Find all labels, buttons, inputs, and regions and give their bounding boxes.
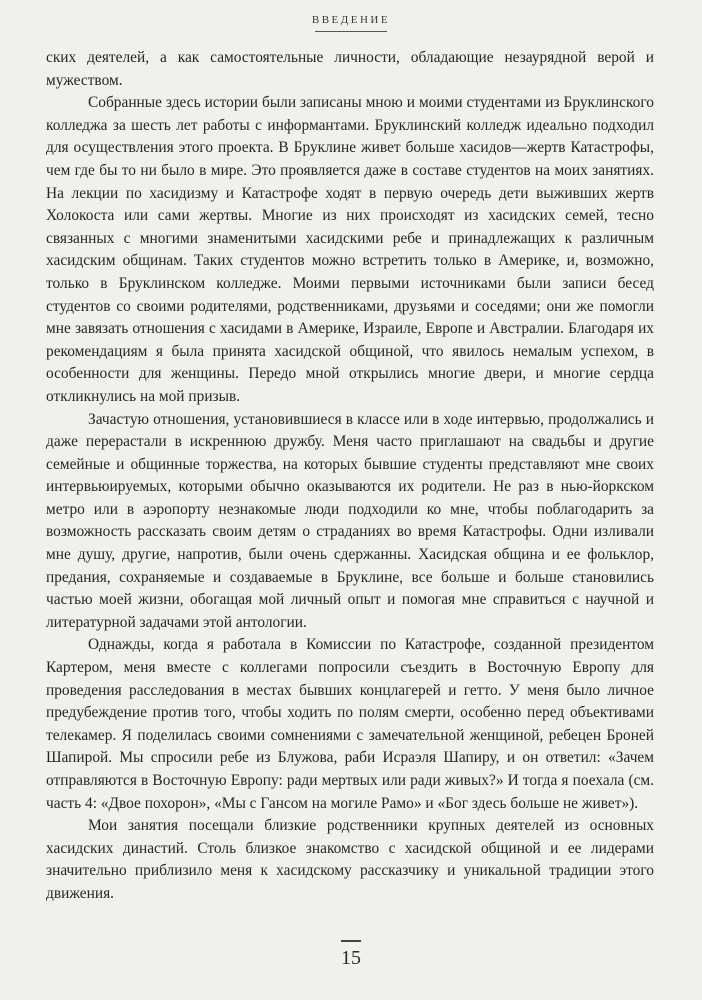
- paragraph-brooklyn-college: Собранные здесь истории были записаны мною и моими студентами из Бруклинского колледжа за шесть лет работы с информантами. Бруклинский колледж идеально подходил для осуществления этого проекта. В Бруклине живет больше хасидов—жертв Катастрофы, чем где бы то ни было в мире. Это проявляется даже в составе студентов на моих занятиях. На лекции по хасидизму и Катастрофе ходят в первую очередь дети выживших жертв Холокоста или сами жертвы. Многие из них происходят из хасидских семей, тесно связанных с многими знаменитыми хасидскими ребе и принадлежащих к различным хасидским общинам. Таких студентов можно встретить только в Америке, и, возможно, только в Бруклинском колледже. Моими первыми источниками были записи бесед студентов со своими родителями, родственниками, друзьями и соседями; они же помогли мне завязать отношения с хасидами в Америке, Израиле, Европе и Австралии. Благодаря их рекомендациям я была принята хасидской общиной, что явилось немалым успехом, в особенности для женщины. Передо мной открылись многие двери, и многие сердца откликнулись на мой призыв.: [46, 94, 654, 405]
- paragraph-friendships: Зачастую отношения, установившиеся в классе или в ходе интервью, продолжались и даже перерастали в искреннюю дружбу. Меня часто приглашают на свадьбы и другие семейные и общинные торжества, на которых бывшие студенты представляют мне своих интервьюируемых, которыми обычно оказываются их родители. Не раз в нью-йоркском метро или в аэропорту незнакомые люди подходили ко мне, чтобы поблагодарить за возможность рассказать своим детям о страданиях во время Катастрофы. Одни изливали мне душу, другие, напротив, были очень сдержанны. Хасидская община и ее фольклор, предания, сохраняемые и создаваемые в Бруклине, все больше и больше становились частью моей жизни, обогащая мой личный опыт и помогая мне справиться с научной и литературной задачами этой антологии.: [46, 410, 654, 631]
- folio: [0, 940, 702, 970]
- paragraph-commission: Однажды, когда я работала в Комиссии по Катастрофе, созданной президентом Картером, меня вместе с коллегами попросили съездить в Восточную Европу для проведения расследования в местах бывших концлагерей и гетто. У меня было личное предубеждение против того, чтобы ходить по полям смерти, особенно перед объективами телекамер. Я поделилась своими сомнениями с замечательной женщиной, ребецен Броней Шапирой. Мы спросили ребе из Блужова, раби Исраэля Шапиру, и он ответил: «Зачем отправляются в Восточную Европу: ради мертвых или ради живых?» И тогда я поехала (см. часть 4: «Двое похорон», «Мы с Гансом на могиле Рамо» и «Бог здесь больше не живет»).: [46, 636, 654, 812]
- running-head-rule: [315, 31, 387, 32]
- body-text: [46, 47, 654, 906]
- running-head-title: ВВЕДЕНИЕ: [311, 14, 391, 26]
- paragraph-continued: ских деятелей, а как самостоятельные личности, обладающие незаурядной верой и мужеством.: [46, 49, 654, 89]
- folio-rule: [341, 940, 361, 942]
- page-number: 15: [341, 947, 361, 969]
- paragraph-dynasties: Мои занятия посещали близкие родственники крупных деятелей из основных хасидских династий. Столь близкое знакомство с хасидской общиной и ее лидерами значительно приблизило меня к хасидскому рассказчику и уникальной традиции этого движения.: [46, 817, 654, 902]
- running-head: [0, 14, 702, 32]
